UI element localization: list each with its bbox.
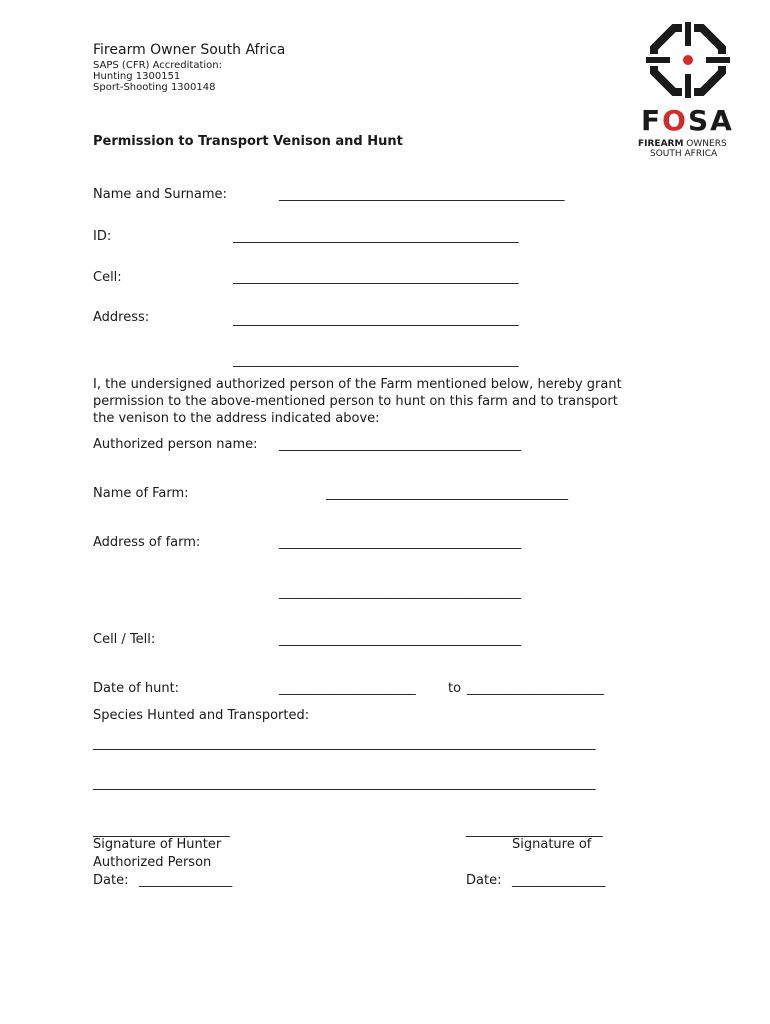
- hunting-accreditation: Hunting 1300151: [93, 71, 181, 82]
- hunter-date-label: Date:: [93, 873, 129, 888]
- farm-address-field-2[interactable]: _______________________________________: [279, 585, 521, 600]
- hunter-signature-field[interactable]: ______________________: [93, 823, 230, 838]
- farm-name-field[interactable]: _______________________________________: [326, 486, 568, 501]
- accreditation-label: SAPS (CFR) Accreditation:: [93, 60, 222, 71]
- sport-shooting-accreditation: Sport-Shooting 1300148: [93, 82, 216, 93]
- date-to-field[interactable]: ______________________: [467, 681, 604, 696]
- id-label: ID:: [93, 229, 112, 244]
- address-label: Address:: [93, 310, 150, 325]
- farm-name-label: Name of Farm:: [93, 486, 189, 501]
- id-field[interactable]: ______________________________________________: [233, 229, 519, 244]
- date-hunt-label: Date of hunt:: [93, 681, 180, 696]
- cell-label: Cell:: [93, 270, 122, 285]
- cell-tell-label: Cell / Tell:: [93, 632, 156, 647]
- page-title: Permission to Transport Venison and Hunt: [93, 134, 403, 149]
- authorized-signature-label: Signature of: [512, 837, 592, 852]
- logo-subtitle-2: SOUTH AFRICA: [650, 149, 718, 159]
- authorized-field[interactable]: _______________________________________: [279, 437, 521, 452]
- name-label: Name and Surname:: [93, 187, 227, 202]
- name-field[interactable]: ______________________________________________: [279, 187, 565, 202]
- logo-subtitle-1: FIREARM OWNERS: [638, 139, 727, 149]
- authorized-signature-field[interactable]: ______________________: [466, 823, 603, 838]
- species-field-1[interactable]: _________________________________________________________________________________: [93, 736, 596, 751]
- logo-wordmark: FOSA: [641, 104, 734, 137]
- address-field-1[interactable]: ______________________________________________: [233, 312, 519, 327]
- to-label: to: [448, 681, 462, 696]
- declaration-line-3: the venison to the address indicated above:: [93, 411, 380, 426]
- hunter-date-field[interactable]: _______________: [139, 873, 233, 888]
- authorized-date-label: Date:: [466, 873, 502, 888]
- crosshair-icon: [636, 20, 740, 100]
- authorized-date-field[interactable]: _______________: [512, 873, 606, 888]
- declaration-line-1: I, the undersigned authorized person of the Farm mentioned below, hereby grant: [93, 377, 622, 392]
- org-name: Firearm Owner South Africa: [93, 42, 286, 58]
- farm-address-field-1[interactable]: _______________________________________: [279, 535, 521, 550]
- species-label: Species Hunted and Transported:: [93, 708, 310, 723]
- declaration-line-2: permission to the above-mentioned person to hunt on this farm and to transport: [93, 394, 618, 409]
- address-field-2[interactable]: ______________________________________________: [233, 353, 519, 368]
- authorized-label: Authorized person name:: [93, 437, 258, 452]
- authorized-person-label: Authorized Person: [93, 855, 212, 870]
- date-from-field[interactable]: ______________________: [279, 681, 416, 696]
- species-field-2[interactable]: _________________________________________________________________________________: [93, 776, 596, 791]
- hunter-signature-label: Signature of Hunter: [93, 837, 222, 852]
- cell-field[interactable]: ______________________________________________: [233, 270, 519, 285]
- farm-address-label: Address of farm:: [93, 535, 201, 550]
- cell-tell-field[interactable]: _______________________________________: [279, 632, 521, 647]
